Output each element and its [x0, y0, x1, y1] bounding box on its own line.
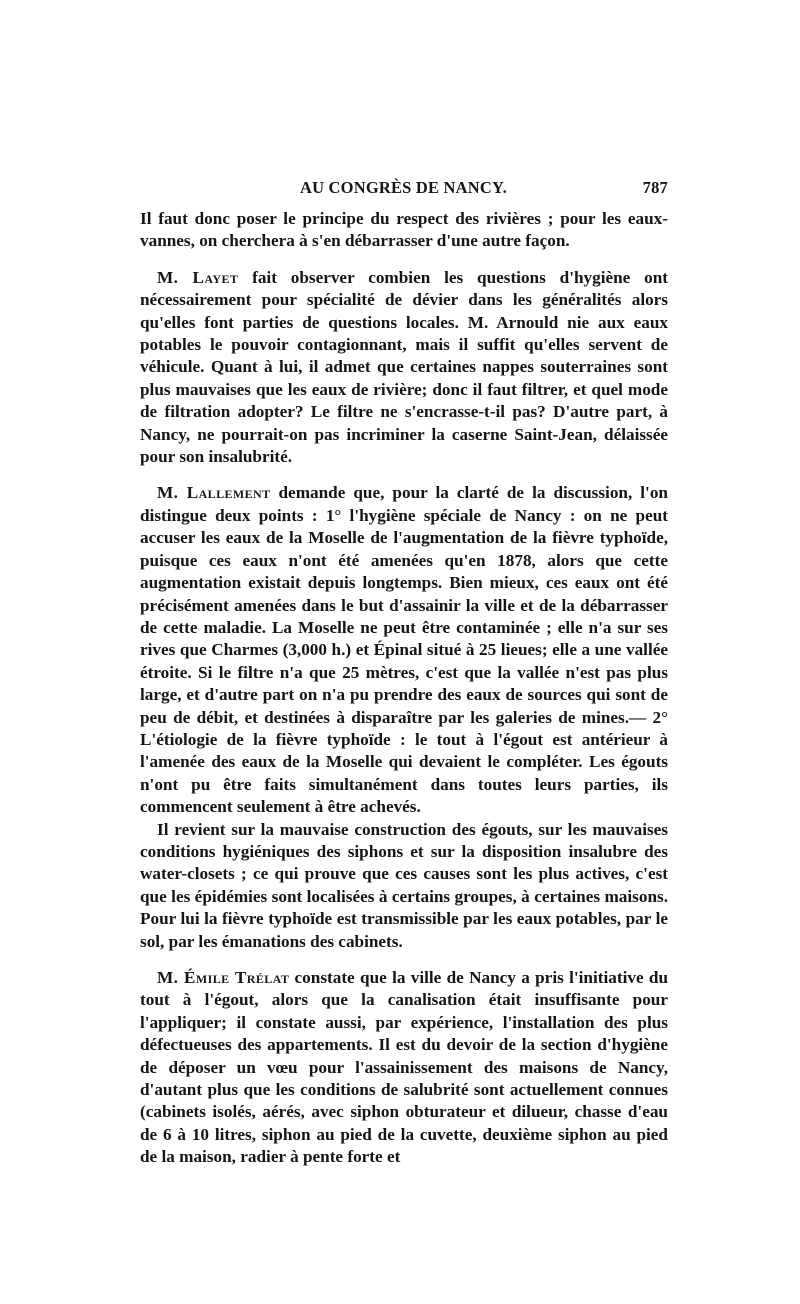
paragraph-text: Il faut donc poser le principe du respect des rivières ; pour les eaux-vannes, on cherchera à s'en débarrasser d'une autre façon.: [140, 209, 668, 251]
running-header: [140, 178, 668, 208]
paragraph: [140, 482, 668, 818]
paragraph: [140, 819, 668, 953]
paragraph-text: Il revient sur la mauvaise construction des égouts, sur les mauvaises conditions hygiéniques des siphons et sur la disposition insalubre des water-closets ; ce qui prouve que ces causes sont les plus actives, c'est que les épidémies sont localisées à certains groupes, à certaines maisons. Pour lui la fièvre typhoïde est transmissible par les eaux potables, par le sol, par les émanations des cabinets.: [140, 819, 668, 951]
paragraph-text: demande que, pour la clarté de la discussion, l'on distingue deux points : 1° l'hygiène spéciale de Nancy : on ne peut accuser les eaux de la Moselle de l'augmentation de la fièvre typhoïde, puisque ces eaux n'ont été amenées qu'en 1878, alors que cette augmentation existait depuis longtemps. Bien mieux, ces eaux ont été précisément amenées dans le but d'assainir la ville et de la débarrasser de cette maladie. La Moselle ne peut être contaminée ; elle n'a sur ses rives que Charmes (3,000 h.) et Épinal situé à 25 lieues; elle a une vallée étroite. Si le filtre n'a que 25 mètres, c'est que la vallée n'est pas plus large, et d'autre part on n'a pu prendre des eaux de sources qui sont de peu de débit, et destinées à disparaître par les galeries de mines.— 2° L'étiologie de la fièvre typhoïde : le tout à l'égout est antérieur à l'amenée des eaux de la Moselle qui devaient le compléter. Les égouts n'ont pu être faits simultanément dans toutes leurs parties, ils commencent seulement à être achevés.: [140, 483, 668, 817]
paragraph: [140, 267, 668, 469]
paragraph-text: constate que la ville de Nancy a pris l'initiative du tout à l'égout, alors que la canalisation était insuffisante pour l'appliquer; il constate aussi, par expérience, l'installation des plus défectueuses des appartements. Il est du devoir de la section d'hygiène de déposer un vœu pour l'assainissement des maisons de Nancy, d'autant plus que les conditions de salubrité sont actuellement connues (cabinets isolés, aérés, avec siphon obturateur et dilueur, chasse d'eau de 6 à 10 litres, siphon au pied de la cuvette, deuxième siphon au pied de la maison, radier à pente forte et: [140, 968, 668, 1167]
speaker-name: M. Lallement: [157, 483, 271, 503]
book-page: [140, 178, 668, 1169]
speaker-name: M. Layet: [157, 267, 239, 287]
speaker-name: M. Émile Trélat: [157, 968, 290, 987]
body-text: [140, 208, 668, 1169]
page-number: 787: [642, 178, 668, 197]
paragraph: [140, 967, 668, 1169]
paragraph-text: fait observer combien les questions d'hygiène ont nécessairement pour spécialité de dévier dans les généralités alors qu'elles font parties de questions locales. M. Arnould nie aux eaux potables le pouvoir contagionnant, mais il suffit qu'elles servent de véhicule. Quant à lui, il admet que certaines nappes souterraines sont plus mauvaises que les eaux de rivière; donc il faut filtrer, et quel mode de filtration adopter? Le filtre ne s'encrasse-t-il pas? D'autre part, à Nancy, ne pourrait-on pas incriminer la caserne Saint-Jean, délaissée pour son insalubrité.: [140, 267, 669, 467]
paragraph: [140, 208, 668, 253]
running-title: AU CONGRÈS DE NANCY.: [300, 178, 507, 197]
